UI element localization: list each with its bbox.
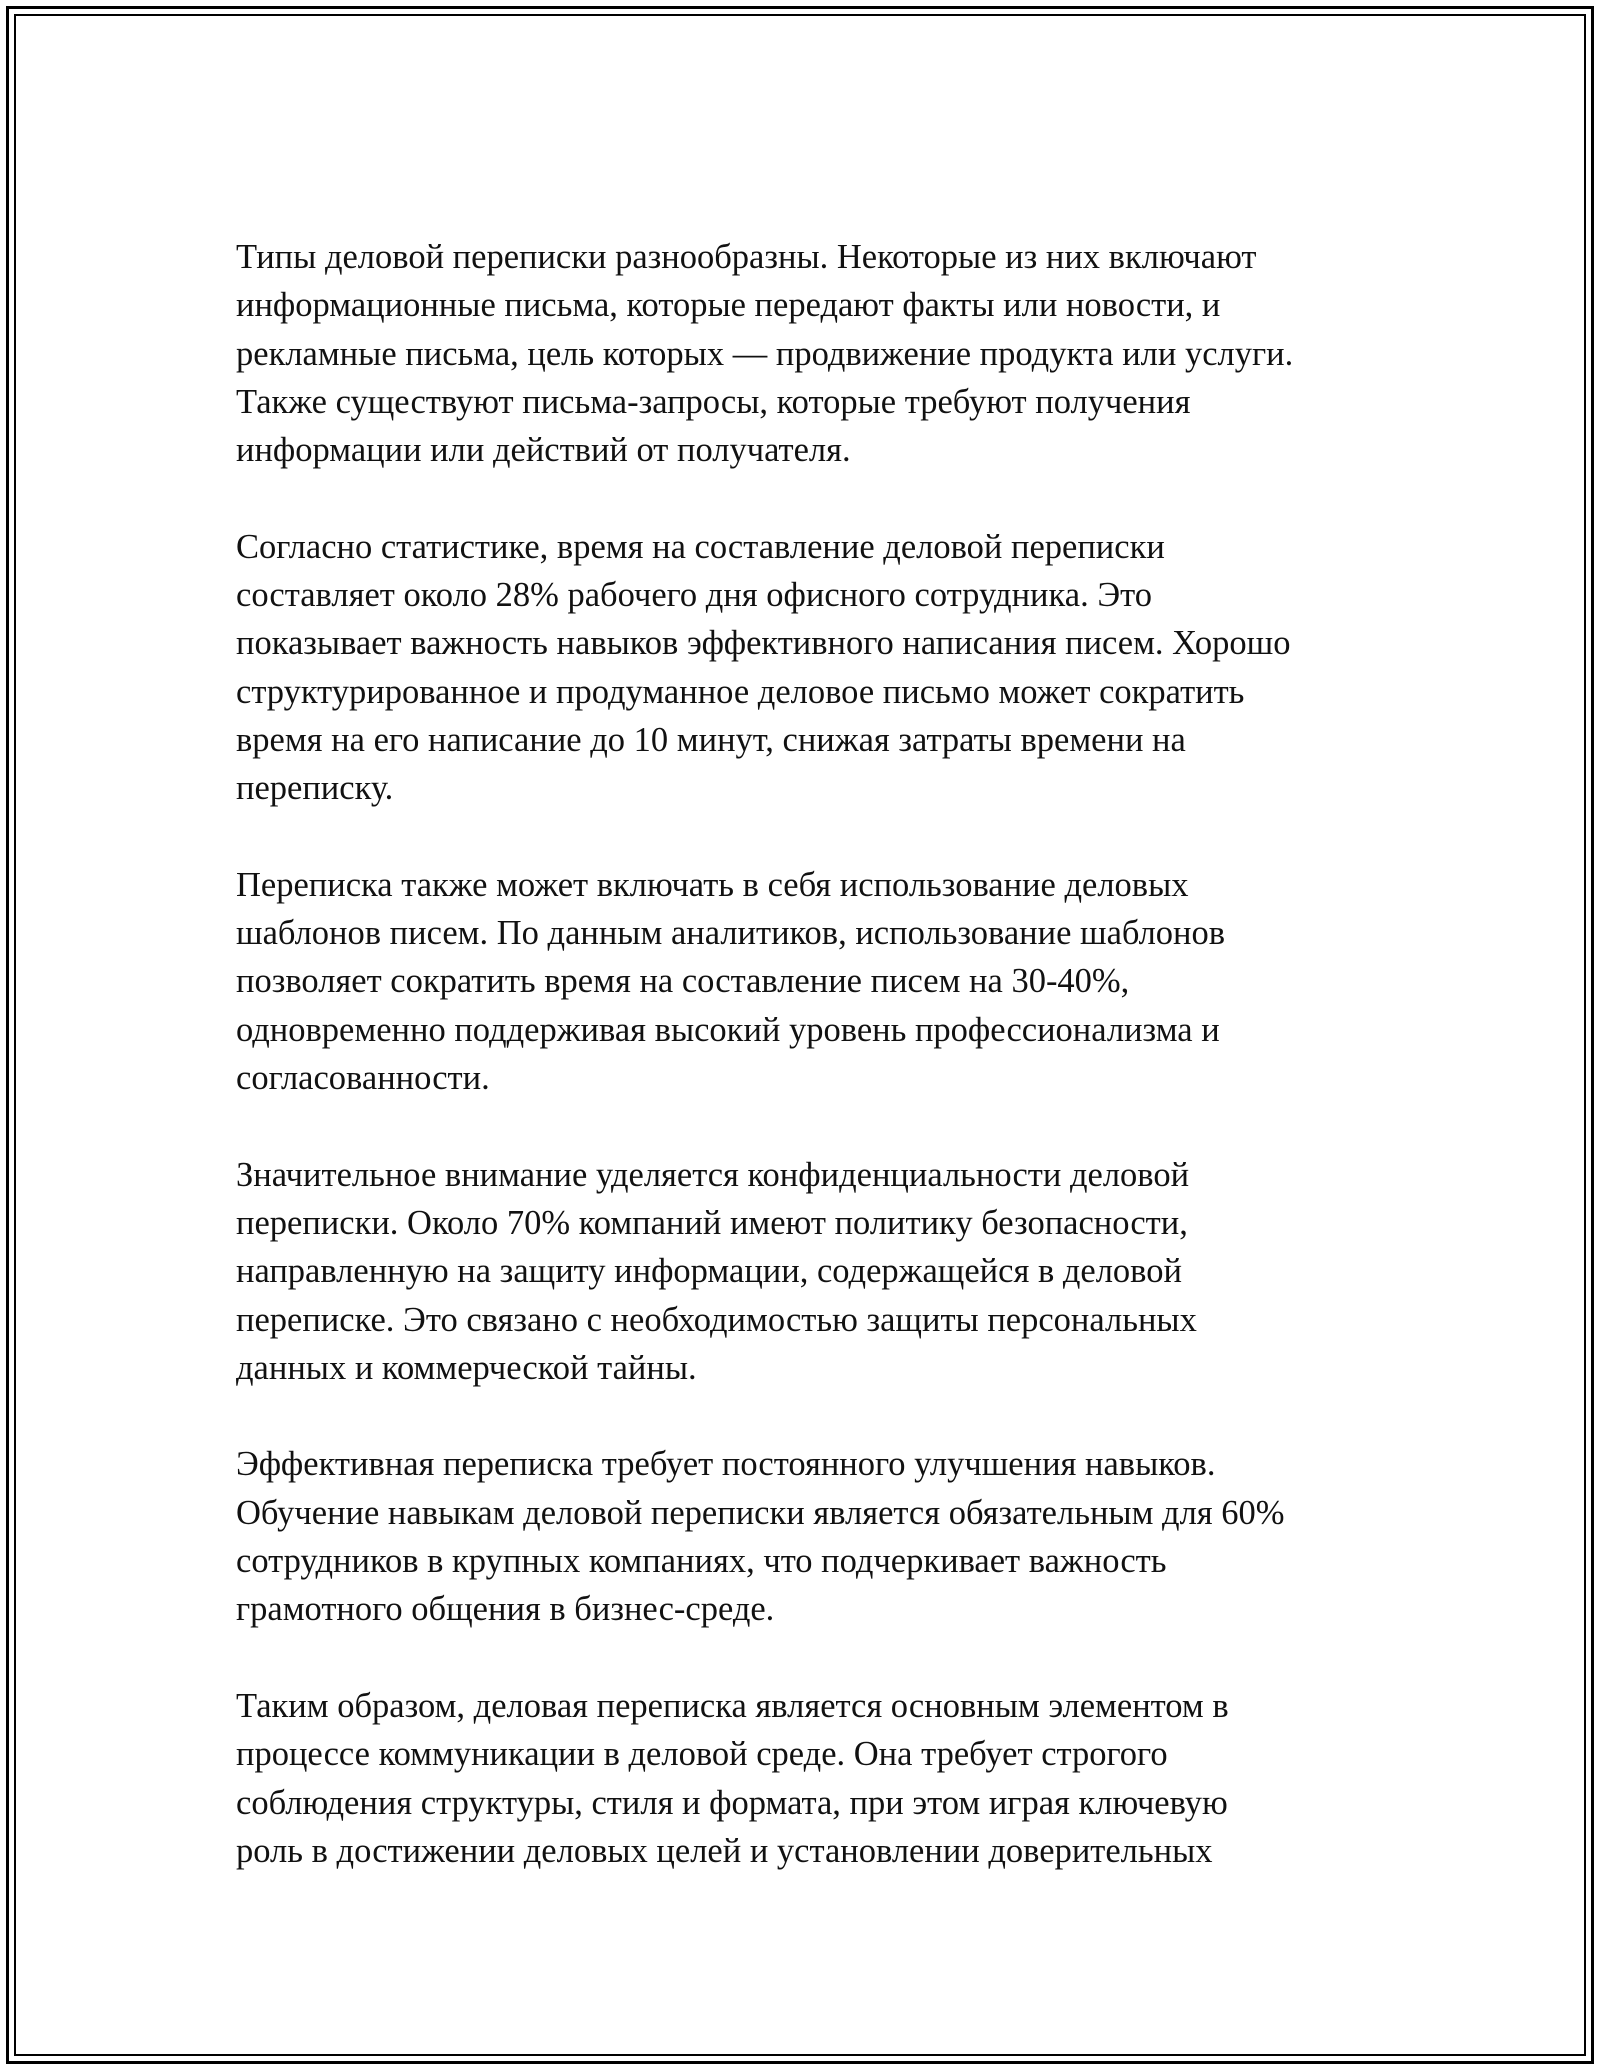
text-line: позволяет сократить время на составление писем на 30-40%, — [236, 962, 1130, 1001]
text-line: структурированное и продуманное деловое письмо может сократить — [236, 672, 1245, 711]
text-line: Типы деловой переписки разнообразны. Некоторые из них включают — [236, 238, 1257, 276]
text-line: одновременно поддерживая высокий уровень профессионализма и — [236, 1010, 1220, 1049]
text-line: рекламные письма, цель которых — продвижение продукта или услуги. — [236, 334, 1294, 373]
text-line: время на его написание до 10 минут, снижая затраты времени на — [236, 720, 1186, 759]
text-line: соблюдения структуры, стиля и формата, при этом играя ключевую — [236, 1783, 1228, 1822]
paragraph-4 — [236, 1151, 1386, 1392]
text-line: информации или действий от получателя. — [236, 431, 851, 470]
paragraph-2 — [236, 523, 1386, 813]
text-line: переписки. Около 70% компаний имеют политику безопасности, — [236, 1203, 1188, 1242]
text-line: Переписка также может включать в себя использование деловых — [236, 865, 1189, 904]
text-line: информационные письма, которые передают факты или новости, и — [236, 286, 1221, 325]
text-line: Обучение навыкам деловой переписки является обязательным для 60% — [236, 1493, 1285, 1532]
text-line: Согласно статистике, время на составление деловой переписки — [236, 527, 1165, 566]
paragraph-6 — [236, 1682, 1386, 1875]
text-line: данных и коммерческой тайны. — [236, 1348, 697, 1387]
text-line: грамотного общения в бизнес-среде. — [236, 1590, 775, 1629]
text-line: Таким образом, деловая переписка является основным элементом в — [236, 1686, 1229, 1725]
text-line: составляет около 28% рабочего дня офисного сотрудника. Это — [236, 576, 1152, 615]
text-line: роль в достижении деловых целей и установлении доверительных — [236, 1831, 1213, 1870]
text-line: сотрудников в крупных компаниях, что подчеркивает важность — [236, 1542, 1167, 1581]
text-line: Значительное внимание уделяется конфиденциальности деловой — [236, 1155, 1190, 1194]
paragraph-5 — [236, 1440, 1386, 1633]
text-line: переписке. Это связано с необходимостью защиты персональных — [236, 1300, 1197, 1339]
document-body — [236, 233, 1386, 1875]
text-line: переписку. — [236, 769, 394, 808]
text-line: процессе коммуникации в деловой среде. Она требует строгого — [236, 1735, 1168, 1774]
text-line: согласованности. — [236, 1059, 490, 1098]
text-line: шаблонов писем. По данным аналитиков, использование шаблонов — [236, 914, 1226, 953]
text-line: Также существуют письма-запросы, которые требуют получения — [236, 382, 1191, 421]
paragraph-3 — [236, 861, 1386, 1102]
text-line: показывает важность навыков эффективного написания писем. Хорошо — [236, 624, 1291, 663]
text-line: направленную на защиту информации, содержащейся в деловой — [236, 1252, 1182, 1291]
text-line: Эффективная переписка требует постоянного улучшения навыков. — [236, 1445, 1216, 1484]
paragraph-1 — [236, 233, 1386, 474]
